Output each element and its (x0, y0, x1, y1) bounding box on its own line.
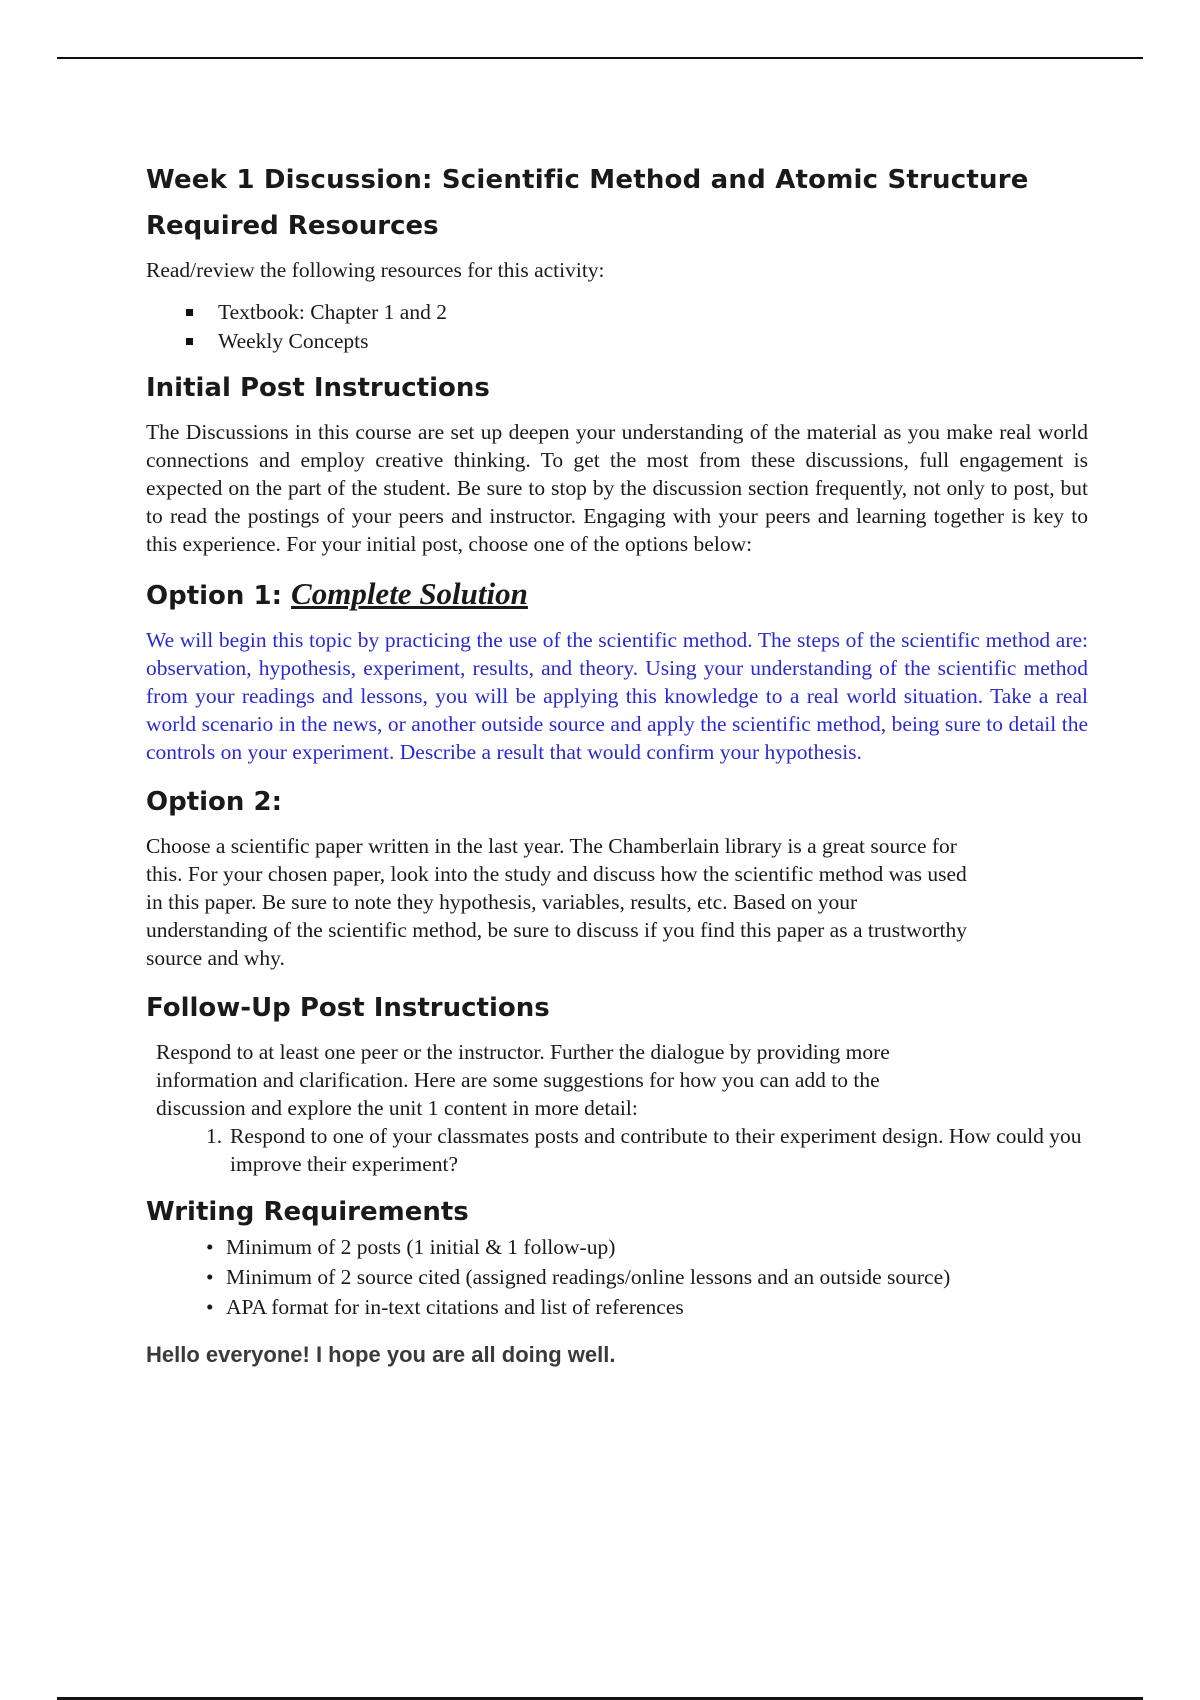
option-2-text (146, 832, 1088, 972)
top-rule (57, 57, 1143, 59)
option-1-section (146, 576, 1088, 766)
option-2-line: Choose a scientific paper written in the last year. The Chamberlain library is a great source for (146, 834, 957, 858)
greeting-text: Hello everyone! I hope you are all doing well. (146, 1342, 616, 1367)
resources-list (146, 298, 1088, 356)
page-title: Week 1 Discussion: Scientific Method and Atomic Structure (146, 165, 1029, 195)
option-2-line: understanding of the scientific method, be sure to discuss if you find this paper as a trustworthy (146, 918, 968, 942)
writing-requirements-section (146, 1194, 1088, 1322)
initial-post-heading: Initial Post Instructions (146, 373, 490, 403)
option-2-line: this. For your chosen paper, look into the study and discuss how the scientific method was used (146, 862, 967, 886)
option-2-line: source and why. (146, 946, 285, 970)
writing-requirement-item: • APA format for in-text citations and list of references (206, 1292, 1088, 1322)
follow-up-item-text: Respond to one of your classmates posts and contribute to their experiment design. How could you improve their experiment? (230, 1124, 1082, 1176)
document-page (146, 160, 1088, 1368)
follow-up-line: discussion and explore the unit 1 content in more detail: (156, 1096, 638, 1120)
writing-requirement-item: • Minimum of 2 source cited (assigned readings/online lessons and an outside source) (206, 1262, 1088, 1292)
follow-up-item-number: 1. (206, 1124, 223, 1148)
initial-post-section (146, 370, 1088, 558)
option-1-heading (146, 576, 1088, 614)
required-resources-heading: Required Resources (146, 211, 439, 241)
writing-requirement-item: • Minimum of 2 posts (1 initial & 1 follow-up) (206, 1232, 1088, 1262)
follow-up-section (146, 990, 1088, 1178)
follow-up-text (146, 1038, 1088, 1122)
option-2-heading: Option 2: (146, 787, 282, 817)
writing-requirements-list (146, 1232, 1088, 1322)
option-2-section (146, 784, 1088, 972)
initial-post-text: The Discussions in this course are set up deepen your understanding of the material as you make real world connections and employ creative thinking. To get the most from these discussions, full engagement is expected on the part of the student. Be sure to stop by the discussion section frequently, not only to post, but to read the postings of your peers and instructor. Engaging with your peers and learning together is key to this experience. For your initial post, choose one of the options below: (146, 420, 1088, 556)
follow-up-item (206, 1122, 1088, 1178)
resource-item: Textbook: Chapter 1 and 2 (186, 298, 1088, 327)
resource-item: Weekly Concepts (186, 327, 1088, 356)
follow-up-line: information and clarification. Here are some suggestions for how you can add to the (156, 1068, 880, 1092)
follow-up-list (146, 1122, 1088, 1178)
follow-up-line: Respond to at least one peer or the instructor. Further the dialogue by providing more (156, 1040, 890, 1064)
option-1-text: We will begin this topic by practicing the use of the scientific method. The steps of the scientific method are: observation, hypothesis, experiment, results, and theory. Using your understanding of the scientific method from your readings and lessons, you will be applying this knowledge to a real world situation. Take a real world scenario in the news, or another outside source and apply the scientific method, being sure to detail the controls on your experiment. Describe a result that would confirm your hypothesis. (146, 628, 1088, 764)
writing-requirements-heading: Writing Requirements (146, 1197, 469, 1227)
required-resources-section (146, 208, 1088, 356)
option-2-line: in this paper. Be sure to note they hypothesis, variables, results, etc. Based on your (146, 890, 858, 914)
complete-solution-link[interactable]: Complete Solution (291, 576, 528, 611)
follow-up-heading: Follow-Up Post Instructions (146, 993, 550, 1023)
option-1-label: Option 1: (146, 581, 282, 611)
resources-intro: Read/review the following resources for this activity: (146, 258, 605, 282)
